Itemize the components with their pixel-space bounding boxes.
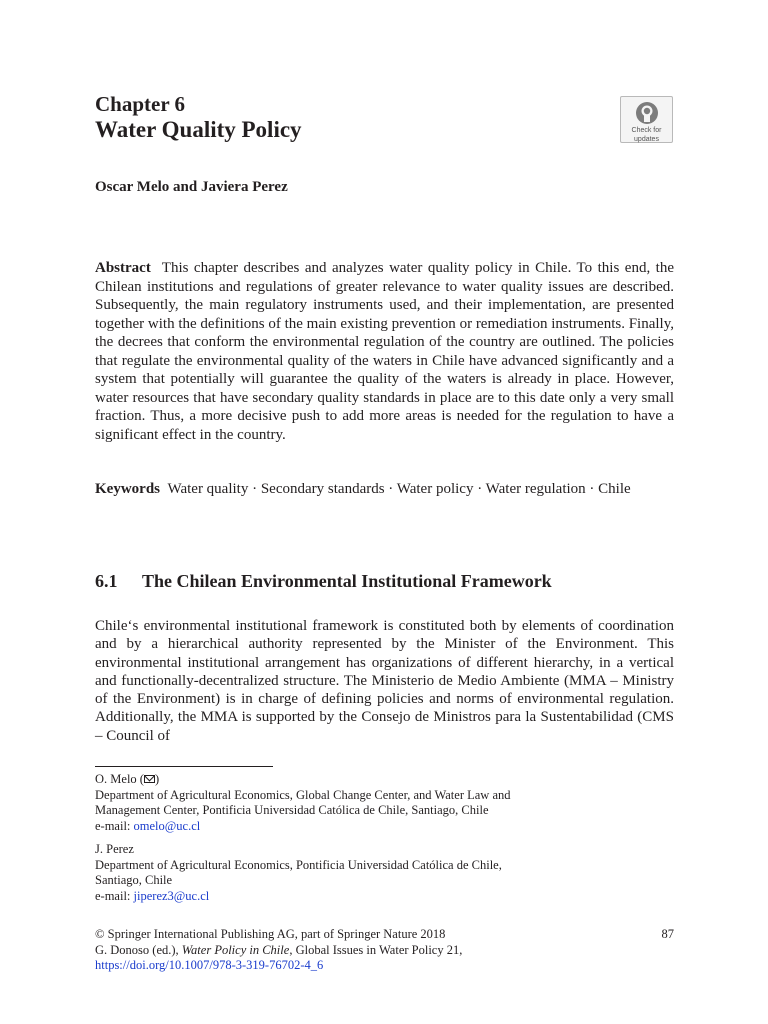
footnote-affiliation-line2: Management Center, Pontificia Universidad Católica de Chile, Santiago, Chile — [95, 803, 489, 817]
editor: G. Donoso (ed.), — [95, 942, 182, 957]
section-title: The Chilean Environmental Institutional Framework — [142, 571, 552, 591]
keywords-text: Water quality · Secondary standards · Water policy · Water regulation · Chile — [167, 481, 631, 497]
badge-text-line2: updates — [634, 136, 659, 143]
footnote-affiliation-line1: Department of Agricultural Economics, Pontificia Universidad Católica de Chile, — [95, 857, 502, 872]
badge-text-line1: Check for — [631, 127, 662, 134]
chapter-title: Water Quality Policy — [95, 117, 302, 142]
doi-link[interactable]: https://doi.org/10.1007/978-3-319-76702-4_6 — [95, 958, 324, 972]
abstract-label: Abstract — [95, 260, 151, 276]
keywords — [95, 480, 674, 499]
email-label: e-mail: — [95, 818, 134, 833]
footnote-author-2 — [95, 842, 674, 904]
copyright-block — [95, 927, 674, 974]
footnote-email-line — [95, 819, 674, 835]
footnote-author-1 — [95, 772, 674, 834]
footnote-author-name: O. Melo ( — [95, 772, 144, 786]
chapter-number: Chapter 6 — [95, 92, 186, 116]
book-citation-line — [95, 943, 674, 959]
footnote-divider — [95, 766, 273, 767]
footnote-affiliation-line2: Santiago, Chile — [95, 873, 173, 887]
keywords-label: Keywords — [95, 481, 160, 497]
page-number: 87 — [661, 927, 674, 941]
envelope-icon — [144, 775, 155, 783]
footnote-email-line — [95, 889, 674, 905]
section-paragraph: Chile‘s environmental institutional framework is constituted both by elements of coordination and by a hierarchical authority represented by the Minister of the Environment. This environmental institutional arrangement has organizations of different hierarchy, in a vertical and functionally-decentralized structure. The Ministerio de Medio Ambiente (MMA – Ministry of the Environment) is in charge of defining policies and norms of environmental regulation. Additionally, the MMA is supported by the Consejo de Ministros para la Sustentabilidad (CMS – Council of — [95, 618, 674, 744]
abstract-text: This chapter describes and analyzes water quality policy in Chile. To this end, the Chilean institutions and regulations of greater relevance to water quality issues are described. Subsequently, the main regulatory instruments used, and their implementation, are presented together with the definitions of the main existing prevention or remediation instruments. Finally, the decrees that conform the environmental regulation of the country are outlined. The policies that regulate the environmental quality of the waters in Chile have advanced significantly and a system that potentially will guarantee the quality of the waters is already in place. However, water resources that have secondary quality standards in place are to this date only a very small fraction. Thus, a more decisive push to add more areas is needed for the regulation to have a significant effect in the country. — [95, 260, 674, 443]
section-heading — [95, 571, 552, 592]
email-link[interactable]: jiperez3@uc.cl — [133, 888, 210, 903]
book-title: Water Policy in Chile — [181, 942, 290, 957]
email-link[interactable]: omelo@uc.cl — [133, 818, 201, 833]
page — [95, 0, 674, 1024]
authors: Oscar Melo and Javiera Perez — [95, 179, 288, 195]
email-label: e-mail: — [95, 888, 134, 903]
abstract — [95, 259, 674, 444]
footnote-name-line — [95, 772, 674, 788]
copyright-line: © Springer International Publishing AG, part of Springer Nature 2018 — [95, 927, 446, 941]
section-number: 6.1 — [95, 571, 118, 591]
footnote-author-name: J. Perez — [95, 842, 134, 856]
check-for-updates-badge[interactable] — [620, 96, 673, 143]
series: , Global Issues in Water Policy 21, — [289, 942, 463, 957]
footnote-affiliation-line1: Department of Agricultural Economics, Global Change Center, and Water Law and — [95, 787, 511, 802]
crossmark-icon — [635, 101, 659, 125]
footnote-author-name-end: ) — [154, 772, 160, 786]
